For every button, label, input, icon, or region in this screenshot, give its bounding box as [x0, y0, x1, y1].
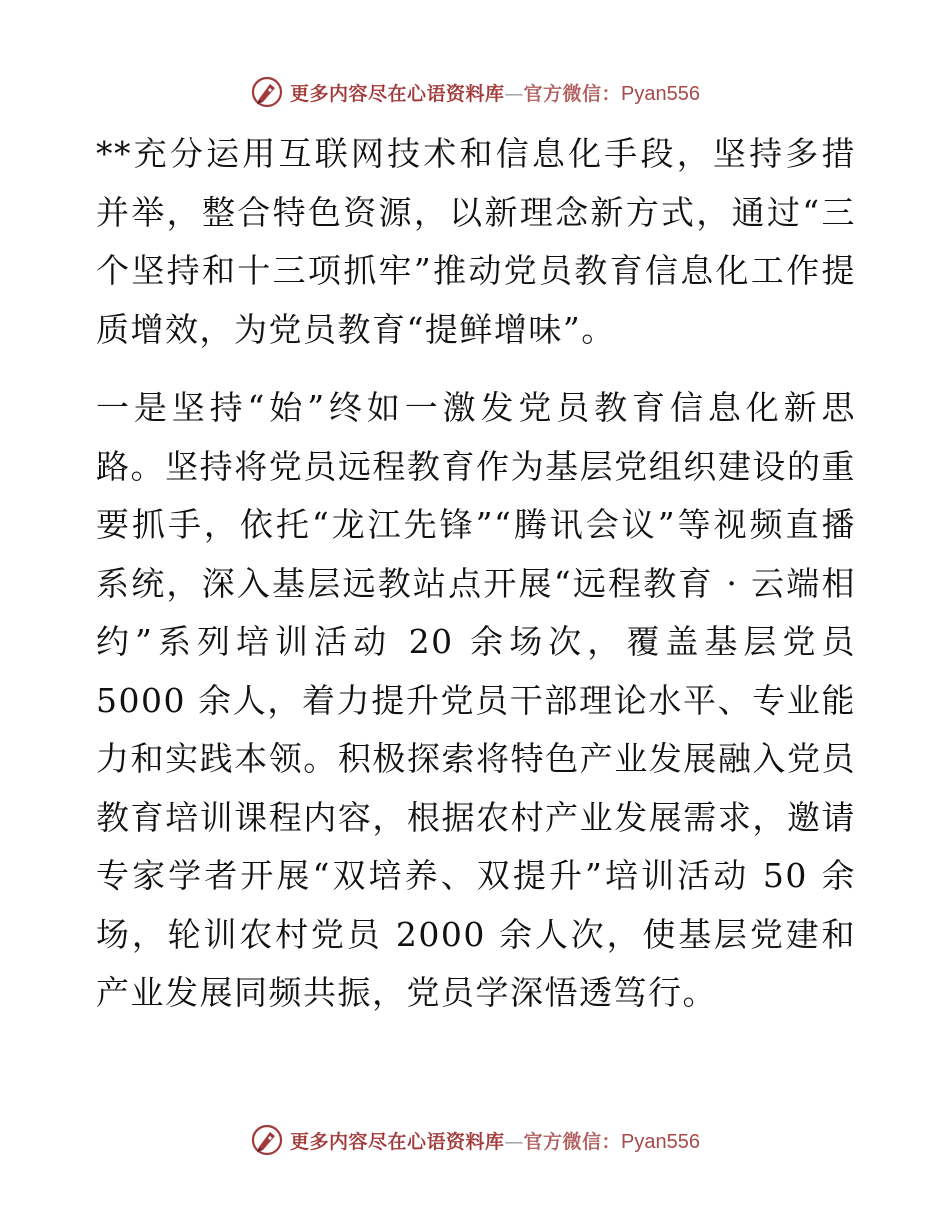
- banner-group: [250, 75, 700, 109]
- banner-wechat-label: 官方微信：: [523, 82, 622, 105]
- banner-promo-text: 更多内容尽在心语资料库: [290, 1130, 505, 1153]
- banner-dash: —: [504, 1130, 524, 1153]
- header-banner: [0, 72, 950, 112]
- banner-text: [290, 79, 700, 106]
- paragraph-point-one: 一是坚持“始”终如一激发党员教育信息化新思路。坚持将党员远程教育作为基层党组织建设的重要抓手，依托“龙江先锋”“腾讯会议”等视频直播系统，深入基层远教站点开展“远程教育 · 云端相约”系列培训活动 20 余场次，覆盖基层党员 5000 余人，着力提升党员干部理论水平、专业能力和实践本领。积极探索将特色产业发展融入党员教育培训课程内容，根据农村产业发展需求，邀请专家学者开展“双培养、双提升”培训活动 50 余场，轮训农村党员 2000 余人次，使基层党建和产业发展同频共振，党员学深悟透笃行。: [96, 388, 856, 1012]
- banner-wechat-id: Pyan556: [621, 1130, 700, 1153]
- banner-wechat-label: 官方微信：: [523, 1130, 622, 1153]
- pen-nib-circle-icon: [250, 1123, 284, 1157]
- banner-promo-text: 更多内容尽在心语资料库: [290, 82, 505, 105]
- footer-banner: [0, 1120, 950, 1160]
- banner-group: [250, 1123, 700, 1157]
- banner-text: [290, 1127, 700, 1154]
- pen-nib-circle-icon: [250, 75, 284, 109]
- paragraph-intro: **充分运用互联网技术和信息化手段，坚持多措并举，整合特色资源，以新理念新方式，通过“三个坚持和十三项抓牢”推动党员教育信息化工作提质增效，为党员教育“提鲜增味”。: [96, 134, 856, 349]
- document-body: [96, 125, 856, 1023]
- banner-dash: —: [504, 82, 524, 105]
- banner-wechat-id: Pyan556: [621, 82, 700, 105]
